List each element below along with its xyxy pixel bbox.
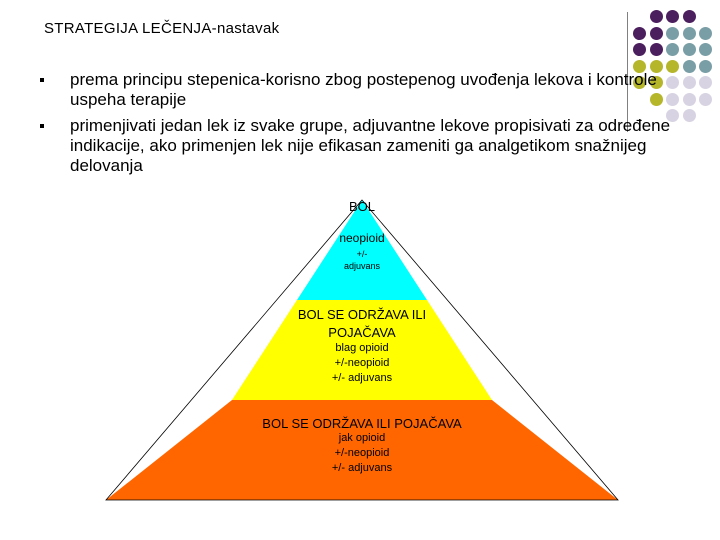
slide-title: STRATEGIJA LEČENJA-nastavak [44,20,280,37]
tier-middle-line3: +/- adjuvans [331,372,393,384]
tier-top-line1: neopioid [339,231,385,245]
bullet-text: primenjivati jedan lek iz svake grupe, adjuvantne lekove propisivati za određene indikacije, ako primenjen lek nije efikasan zameniti ga analgetikom snažnijeg delovanja [70,116,671,175]
tier-bottom-line2: +/-neopioid [334,447,390,459]
tier-top-heading: BOL [348,199,375,214]
tier-middle-line2: +/-neopioid [334,357,390,369]
tier-middle-heading: BOL SE ODRŽAVA ILI POJAČAVA [297,307,427,340]
tier-bottom-line3: +/- adjuvans [331,462,393,474]
tier-top-line3: adjuvans [343,261,381,271]
bullet-text: prema principu stepenica-korisno zbog postepenog uvođenja lekova i kontrole uspeha terapije [70,70,657,109]
tier-middle-line1: blag opioid [335,342,389,354]
tier-bottom-line1: jak opioid [338,432,386,444]
tier-top-line2: +/- [356,249,368,259]
tier-bottom-heading: BOL SE ODRŽAVA ILI POJAČAVA [262,416,462,431]
